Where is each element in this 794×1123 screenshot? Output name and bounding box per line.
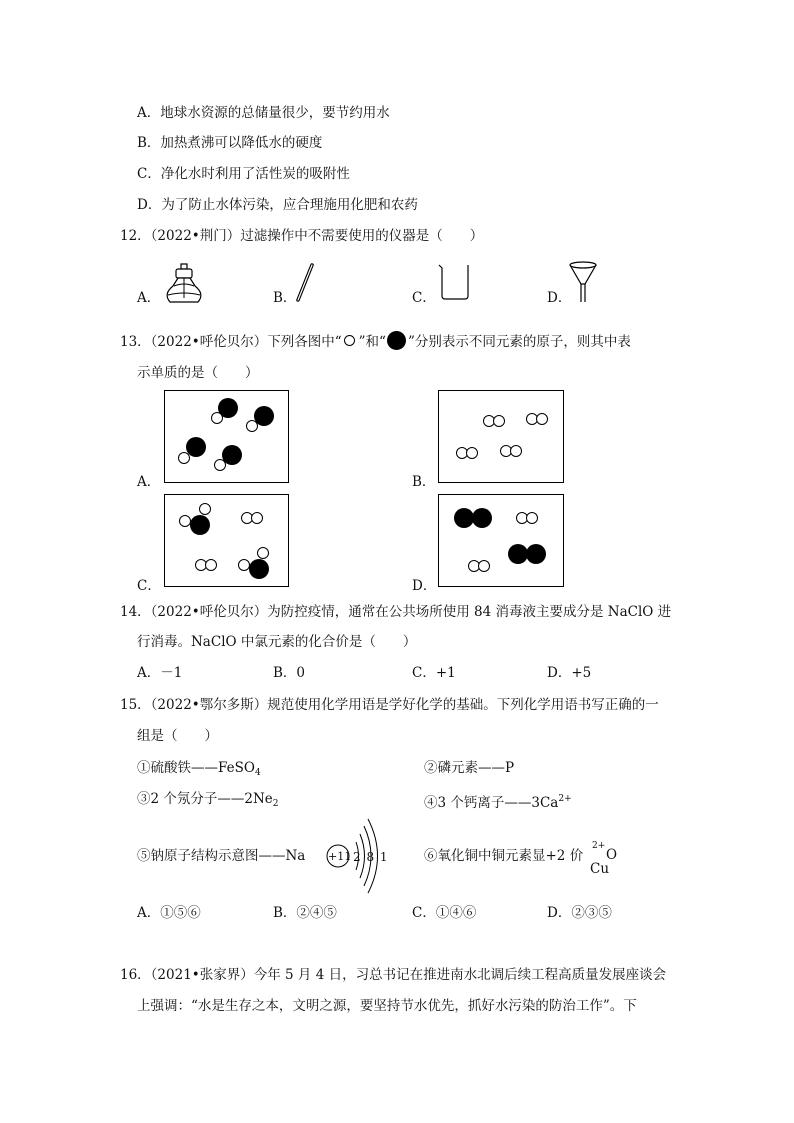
- q15-item-6-valence: 2+: [592, 841, 606, 851]
- q11-option-b: B．加热煮沸可以降低水的硬度: [137, 135, 323, 151]
- q13-option-d-label: D．: [412, 578, 437, 594]
- q15-item-5: ⑤钠原子结构示意图——Na: [137, 848, 306, 864]
- q15-item-6: ⑥氧化铜中铜元素显+2 价: [424, 848, 584, 864]
- q13-option-b-label: B．: [412, 474, 436, 490]
- q13-option-a-label: A．: [137, 474, 161, 490]
- q11-option-d: D．为了防止水体污染，应合理施用化肥和农药: [137, 197, 418, 213]
- q14-stem-line1: 14．（2022•呼伦贝尔）为防控疫情，通常在公共场所使用 84 消毒液主要成分是 NaClO 进: [120, 604, 672, 620]
- q14-option-b: B．0: [273, 665, 306, 681]
- q12-option-b-label: B．: [273, 290, 297, 306]
- q14-option-a: A．－1: [137, 665, 183, 681]
- q12-stem: 12．（2022•荆门）过滤操作中不需要使用的仪器是（ ）: [120, 228, 484, 244]
- black-atom-icon: [387, 331, 406, 350]
- q15-option-b: B．②④⑤: [273, 905, 337, 921]
- q13-stem-line2: 示单质的是（ ）: [137, 365, 259, 381]
- q12-option-a-label: A．: [137, 290, 161, 306]
- alcohol-lamp-icon: [160, 262, 210, 306]
- q15-option-d: D．②③⑤: [547, 905, 612, 921]
- q14-option-c: C．+1: [412, 665, 456, 681]
- beaker-icon: [436, 262, 472, 302]
- q15-item-2: ②磷元素——P: [424, 760, 515, 776]
- q13-diagram-a: [164, 390, 289, 483]
- q15-stem-line1: 15．（2022•鄂尔多斯）规范使用化学用语是学好化学的基础。下列化学用语书写正确的一: [120, 697, 659, 713]
- sodium-nucleus-charge: +11: [328, 850, 352, 863]
- q12-option-c-label: C．: [412, 290, 436, 306]
- q14-stem-line2: 行消毒。NaClO 中氯元素的化合价是（ ）: [137, 634, 417, 650]
- q16-stem-line1: 16．（2021•张家界）今年 5 月 4 日，习总书记在推进南水北调后续工程高质量发展座谈会: [120, 967, 667, 983]
- glass-rod-icon: [290, 262, 320, 304]
- q15-option-c: C．①④⑥: [412, 905, 477, 921]
- q15-item-1: ①硫酸铁——FeSO$_4$: [137, 760, 261, 778]
- funnel-icon: [566, 260, 600, 306]
- q11-option-a: A．地球水资源的总储量很少，要节约用水: [137, 105, 390, 121]
- q15-option-a: A．①⑤⑥: [137, 905, 201, 921]
- q13-stem-line1: 13．（2022•呼伦贝尔）下列各图中“ ”和“ ”分别表示不同元素的原子，则其中表: [120, 333, 631, 351]
- q15-item-6-copper: Cu: [590, 861, 610, 877]
- q13-option-c-label: C．: [137, 578, 161, 594]
- q13-diagram-c: [164, 494, 289, 587]
- q13-diagram-b: [438, 390, 564, 483]
- q16-stem-line2: 上强调：“水是生存之本，文明之源，要坚持节水优先，抓好水污染的防治工作”。下: [137, 998, 637, 1014]
- q14-option-d: D．+5: [547, 665, 592, 681]
- q15-item-4: ④3 个钙离子$——3Ca^{2+}$: [424, 794, 572, 811]
- q15-item-3: ③2 个氖分子$——2Ne_2$: [137, 791, 279, 809]
- q13-diagram-d: [438, 494, 564, 587]
- q11-option-c: C．净化水时利用了活性炭的吸附性: [137, 166, 350, 182]
- white-atom-icon: [344, 335, 355, 346]
- q15-stem-line2: 组是（ ）: [137, 728, 218, 744]
- sodium-electron-shells: 2 8 1: [353, 850, 389, 864]
- q15-item-6-oxygen: O: [606, 847, 618, 863]
- q12-option-d-label: D．: [547, 290, 572, 306]
